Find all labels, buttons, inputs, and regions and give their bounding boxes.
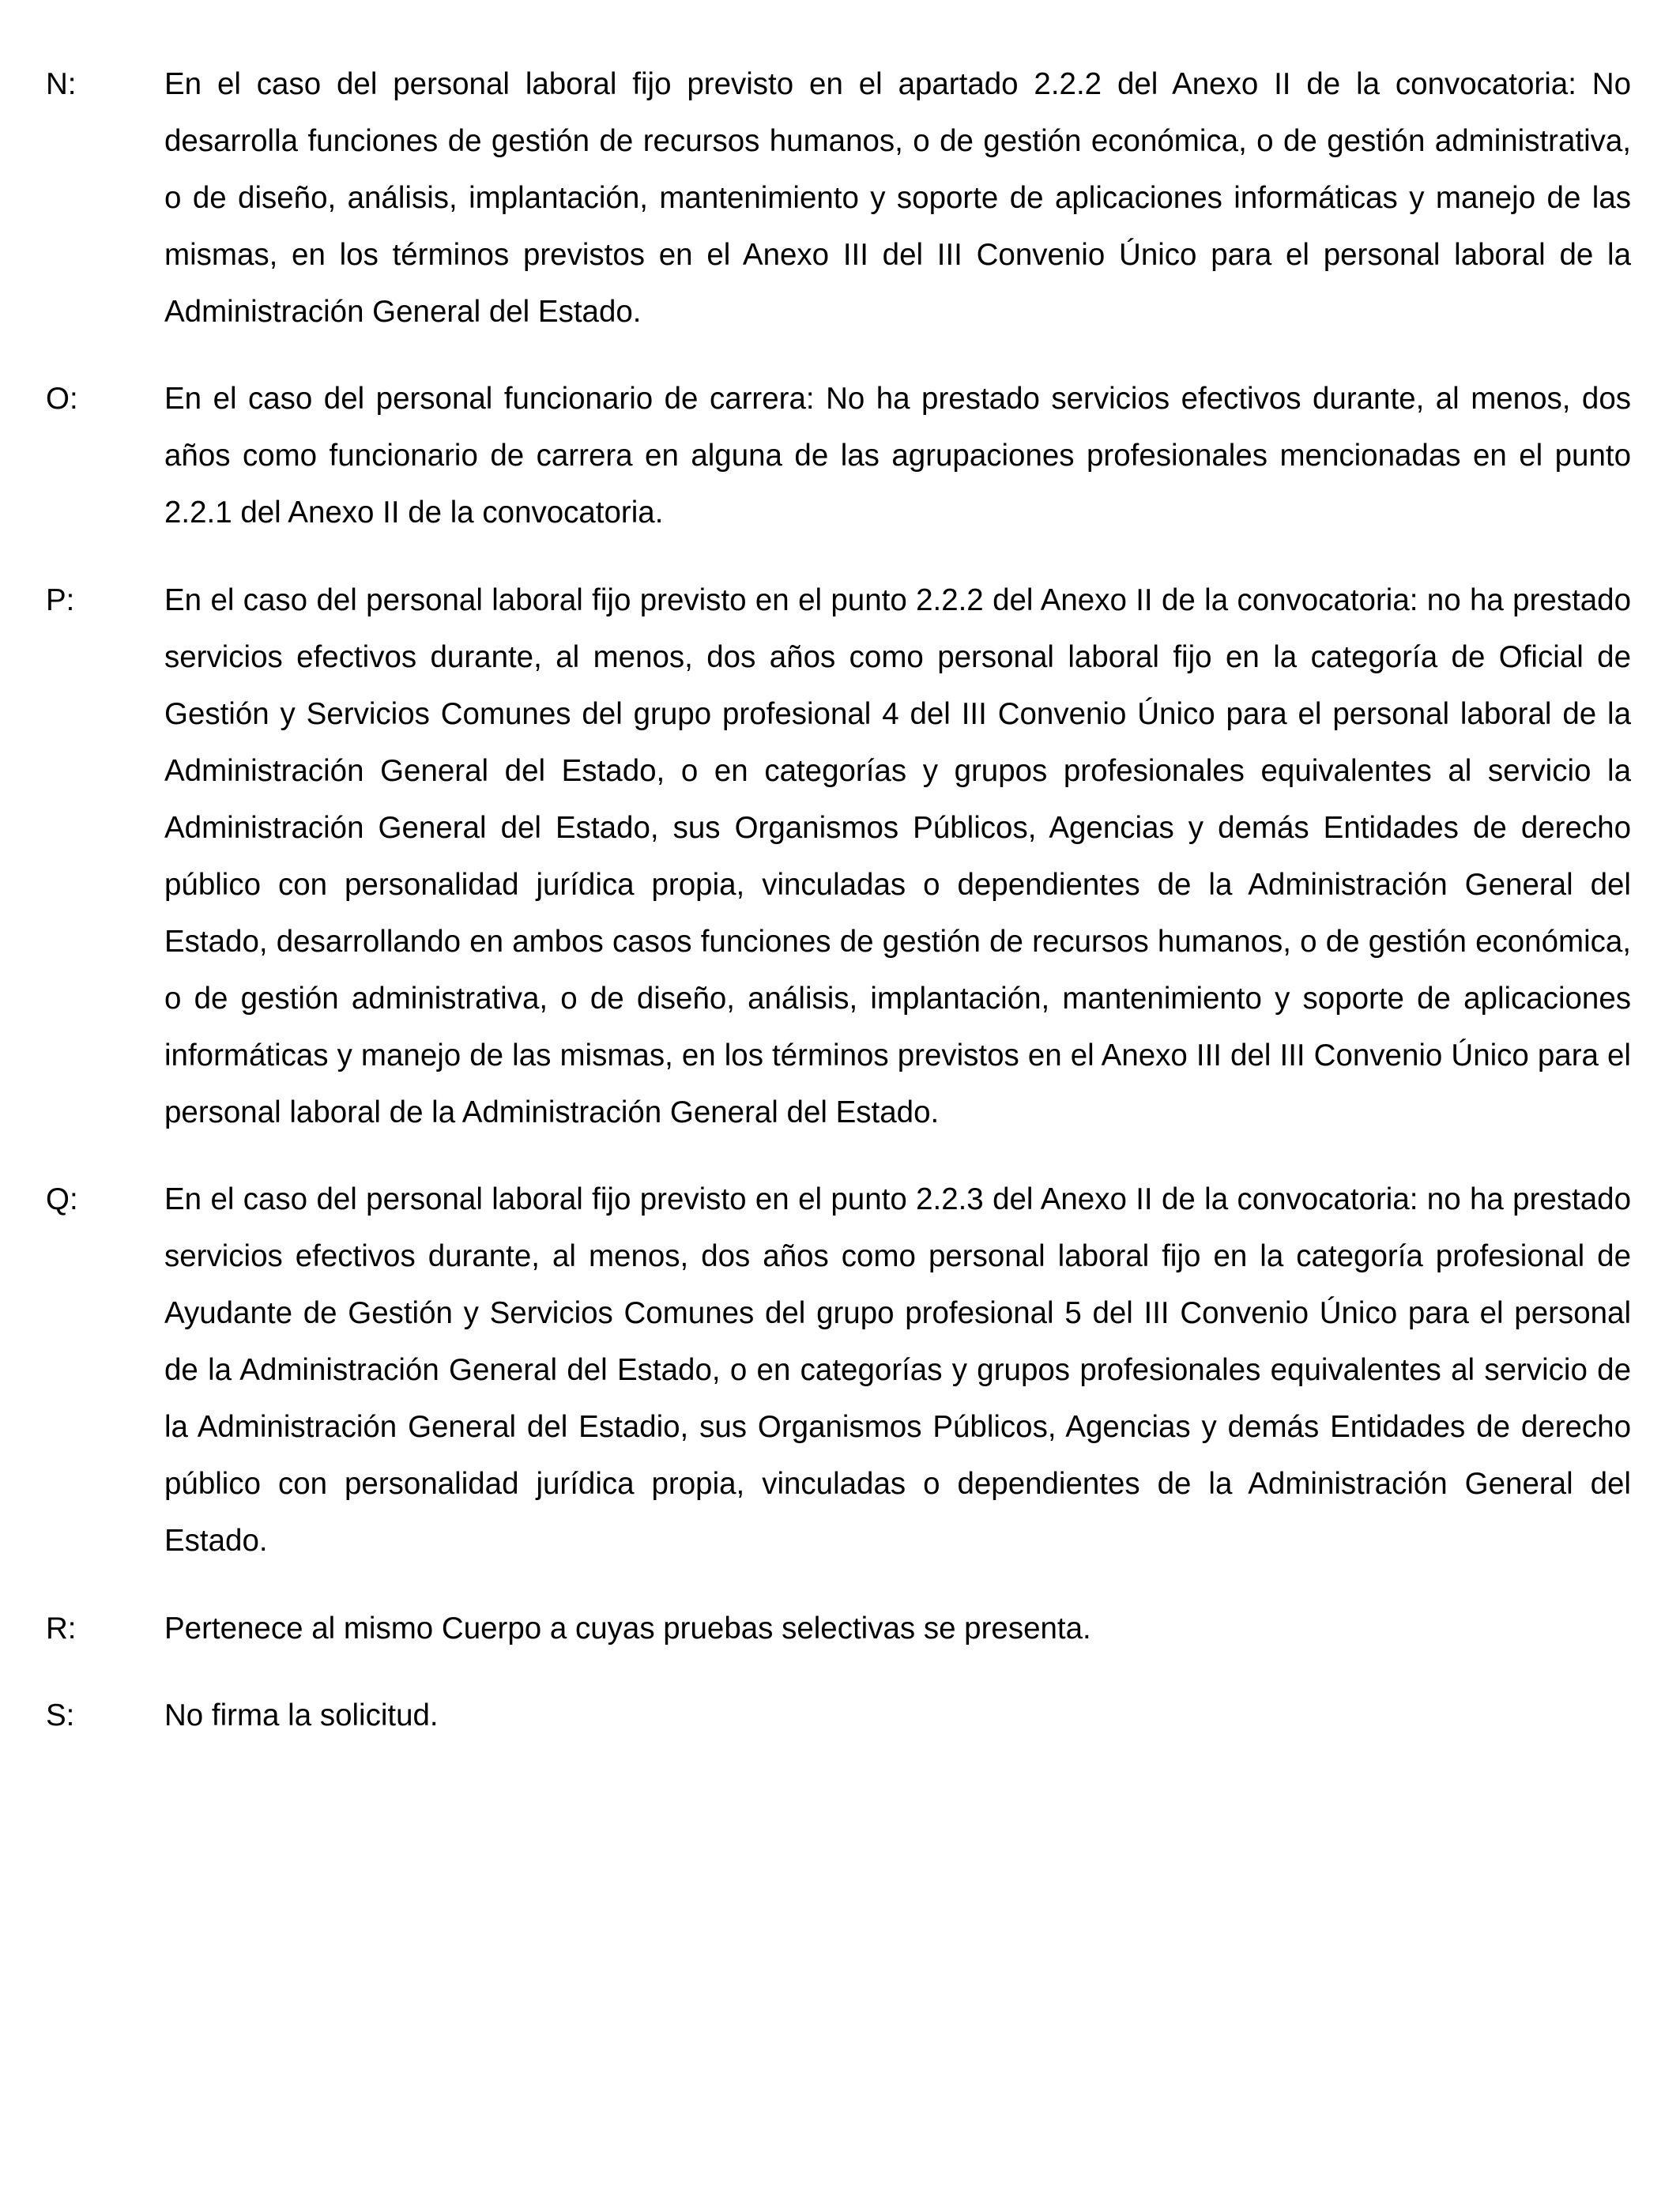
entry-s	[0, 1687, 1680, 1744]
entry-r	[0, 1600, 1680, 1657]
entry-n	[0, 56, 1680, 341]
entry-text: En el caso del personal laboral fijo previsto en el punto 2.2.3 del Anexo II de la convocatoria: no ha prestado servicios efectivos durante, al menos, dos años como personal laboral fijo en la categoría profesional de Ayudante de Gestión y Servicios Comunes del grupo profesional 5 del III Convenio Único para el personal de la Administración General del Estado, o en categorías y grupos profesionales equivalentes al servicio de la Administración General del Estadio, sus Organismos Públicos, Agencias y demás Entidades de derecho público con personalidad jurídica propia, vinculadas o dependientes de la Administración General del Estado.	[164, 1182, 1631, 1558]
entry-q	[0, 1171, 1680, 1570]
entry-letter: N:	[46, 66, 77, 101]
entry-letter: P:	[46, 582, 75, 617]
entry-p	[0, 572, 1680, 1141]
entry-letter: Q:	[46, 1182, 78, 1216]
entry-letter: R:	[46, 1611, 77, 1646]
entry-text: En el caso del personal laboral fijo previsto en el punto 2.2.2 del Anexo II de la convocatoria: no ha prestado servicios efectivos durante, al menos, dos años como personal laboral fijo en la categoría de Oficial de Gestión y Servicios Comunes del grupo profesional 4 del III Convenio Único para el personal laboral de la Administración General del Estado, o en categorías y grupos profesionales equivalentes al servicio la Administración General del Estado, sus Organismos Públicos, Agencias y demás Entidades de derecho público con personalidad jurídica propia, vinculadas o dependientes de la Administración General del Estado, desarrollando en ambos casos funciones de gestión de recursos humanos, o de gestión económica, o de gestión administrativa, o de diseño, análisis, implantación, mantenimiento y soporte de aplicaciones informáticas y manejo de las mismas, en los términos previstos en el Anexo III del III Convenio Único para el personal laboral de la Administración General del Estado.	[164, 582, 1631, 1129]
entry-text: En el caso del personal laboral fijo previsto en el apartado 2.2.2 del Anexo II de la convocatoria: No desarrolla funciones de gestión de recursos humanos, o de gestión económica, o de gestión administrativa, o de diseño, análisis, implantación, mantenimiento y soporte de aplicaciones informáticas y manejo de las mismas, en los términos previstos en el Anexo III del III Convenio Único para el personal laboral de la Administración General del Estado.	[164, 66, 1631, 329]
entry-o	[0, 371, 1680, 541]
entry-text: En el caso del personal funcionario de carrera: No ha prestado servicios efectivos durante, al menos, dos años como funcionario de carrera en alguna de las agrupaciones profesionales mencionadas en el punto 2.2.1 del Anexo II de la convocatoria.	[164, 382, 1631, 530]
entry-letter: O:	[46, 382, 78, 416]
entry-text: No firma la solicitud.	[164, 1698, 439, 1732]
entry-letter: S:	[46, 1698, 75, 1732]
entry-text: Pertenece al mismo Cuerpo a cuyas pruebas selectivas se presenta.	[164, 1611, 1091, 1646]
